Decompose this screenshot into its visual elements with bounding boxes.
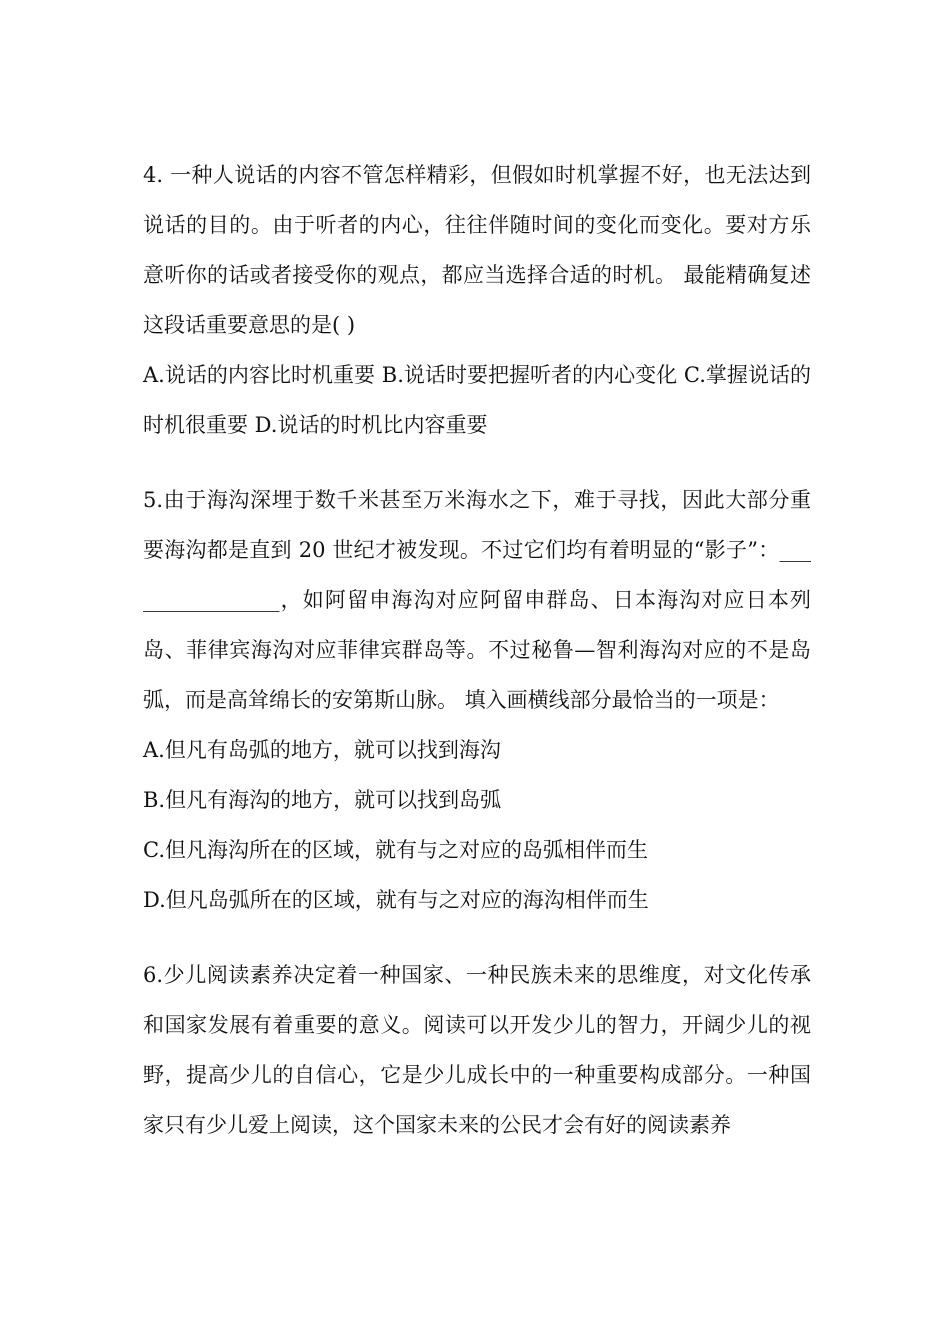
question-4-stem: 4. 一种人说话的内容不管怎样精彩，但假如时机掌握不好，也无法达到说话的目的。由于听者的内心，往往伴随时间的变化而变化。要对方乐意听你的话或者接受你的观点，都应当选择合适的时机。 最能精确复述这段话重要意思的是( ): [143, 163, 811, 337]
question-5-option-b: B.但凡有海沟的地方，就可以找到岛弧: [143, 788, 502, 812]
question-4-options: A.说话的内容比时机重要 B.说话时要把握听者的内心变化 C.掌握说话的时机很重要 D.说话的时机比内容重要: [143, 363, 811, 437]
question-5-stem: 5.由于海沟深埋于数千米甚至万米海水之下，难于寻找，因此大部分重要海沟都是直到 20 世纪才被发现。不过它们均有着明显的“影子”：________________，如阿留申海沟对应阿留申群岛、日本海沟对应日本列岛、菲律宾海沟对应菲律宾群岛等。不过秘鲁—智利海沟对应的不是岛弧，而是高耸绵长的安第斯山脉。 填入画横线部分最恰当的一项是：: [143, 488, 811, 712]
question-6-stem: 6.少儿阅读素养决定着一种国家、一种民族未来的思维度，对文化传承和国家发展有着重要的意义。阅读可以开发少儿的智力，开阔少儿的视野，提高少儿的自信心，它是少儿成长中的一种重要构成部分。一种国家只有少儿爱上阅读，这个国家未来的公民才会有好的阅读素养: [143, 963, 811, 1137]
question-6: [143, 950, 811, 1150]
question-5-option-a: A.但凡有岛弧的地方，就可以找到海沟: [143, 738, 501, 762]
question-4: [143, 150, 811, 450]
question-5: [143, 475, 811, 925]
question-5-option-d: D.但凡岛弧所在的区域，就有与之对应的海沟相伴而生: [143, 888, 649, 912]
question-5-option-c: C.但凡海沟所在的区域，就有与之对应的岛弧相伴而生: [143, 838, 648, 862]
document-page: [143, 150, 811, 1150]
